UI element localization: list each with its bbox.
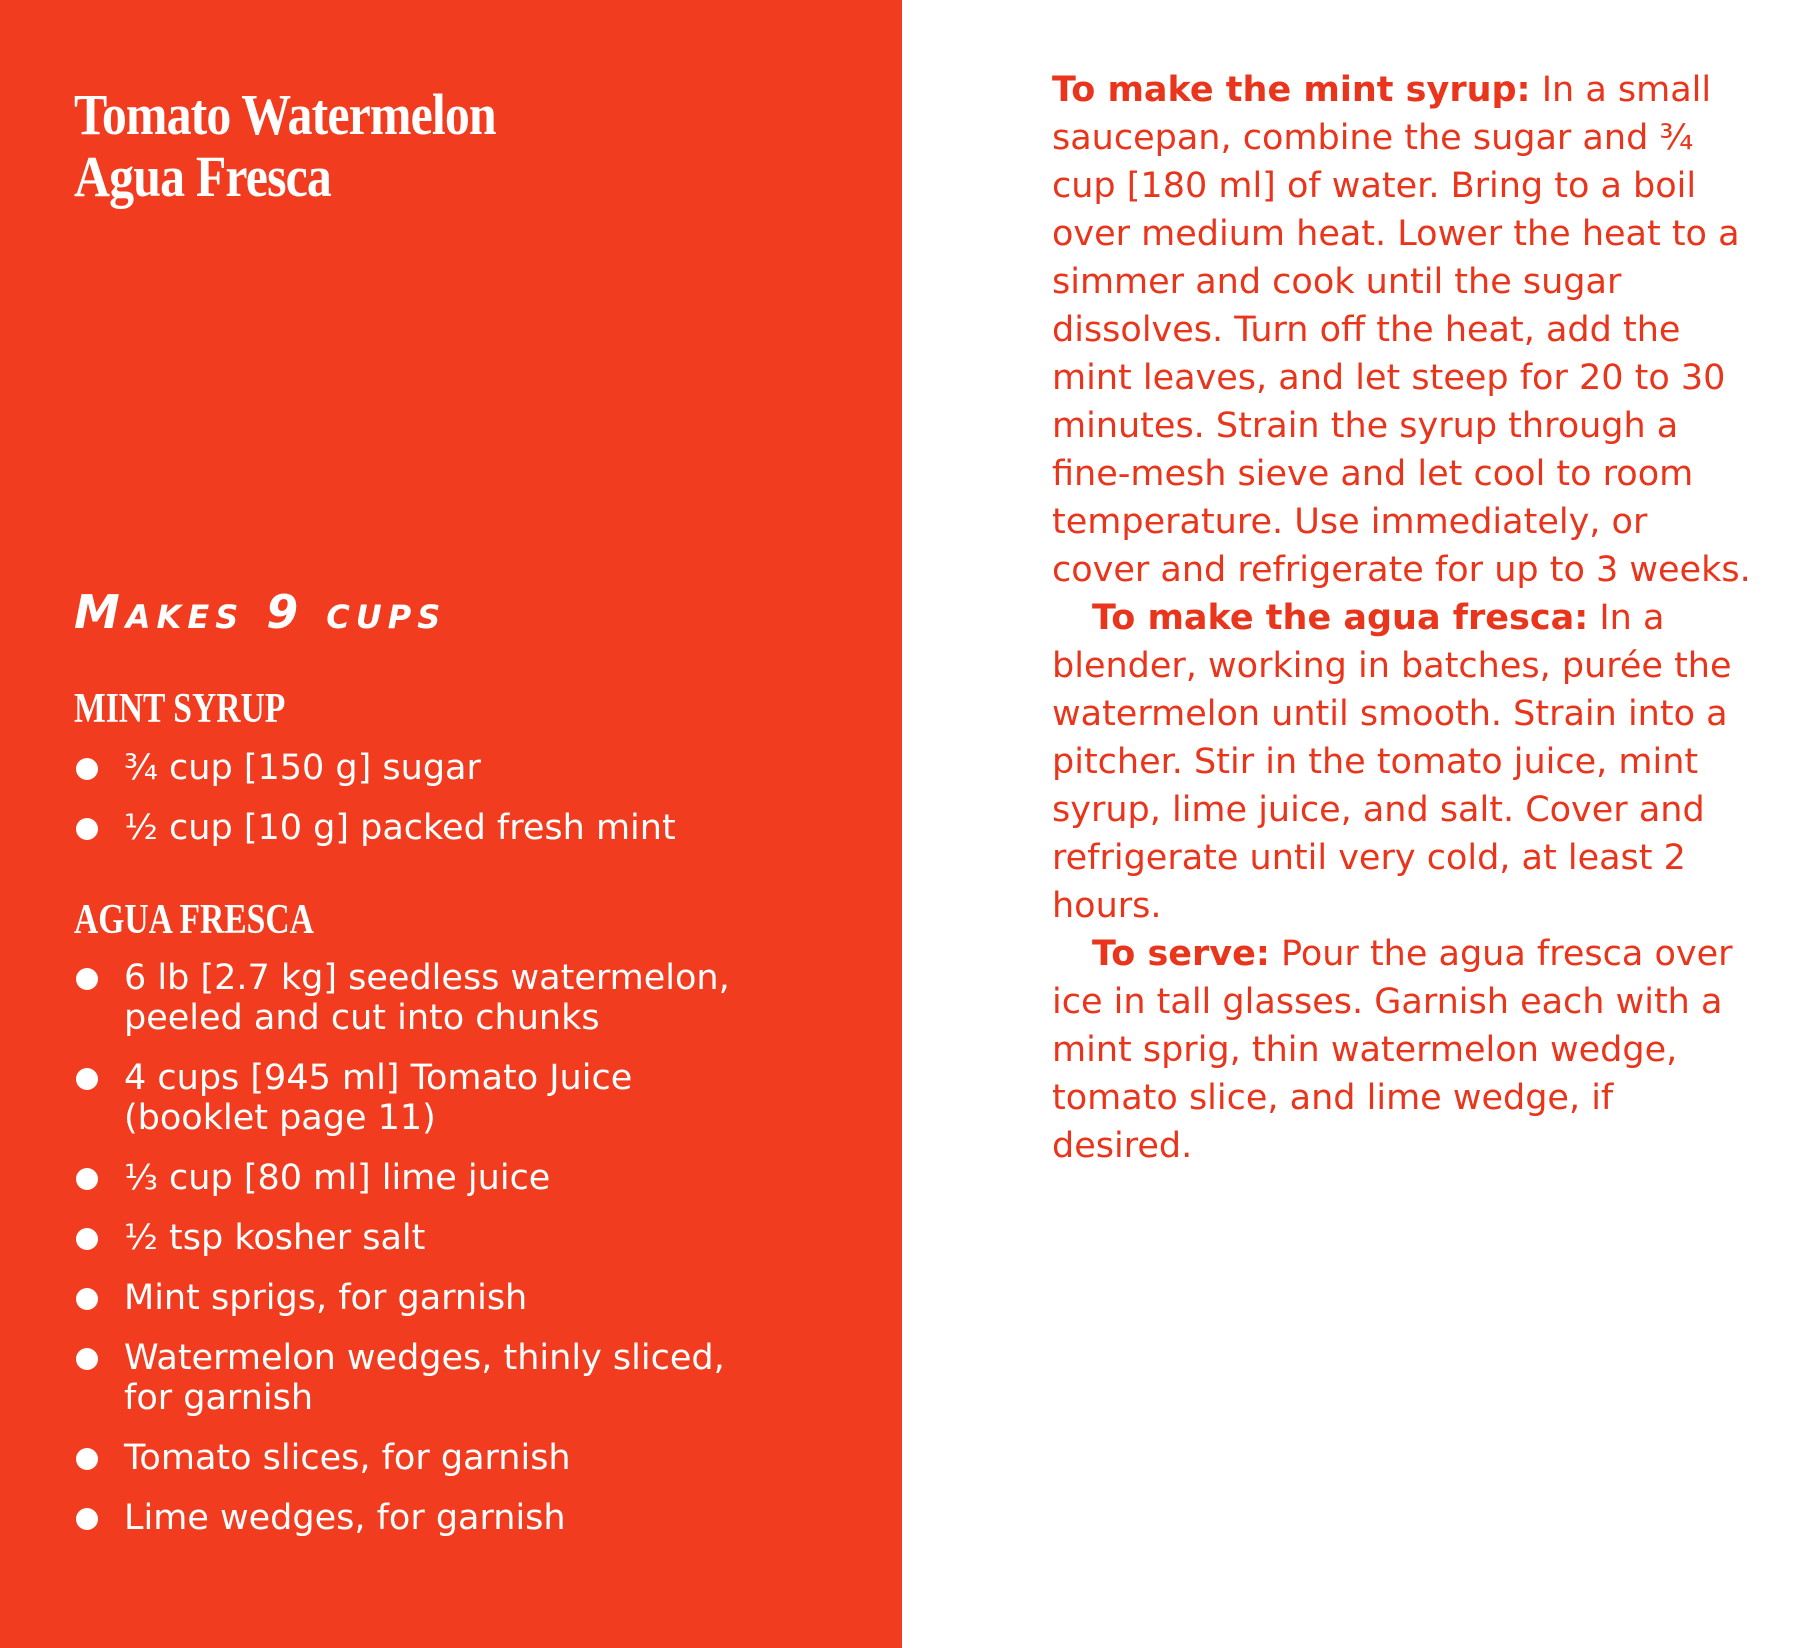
method-paragraph-agua-fresca — [1052, 594, 1752, 930]
mint-syrup-heading: MINT SYRUP — [74, 686, 286, 732]
method-instructions — [1052, 66, 1752, 1170]
ingredient-item — [74, 1278, 794, 1318]
method-step-lead: To make the agua fresca: — [1092, 598, 1589, 638]
recipe-title-line-2: Agua Fresca — [74, 144, 331, 209]
ingredient-text: ½ cup [10 g] packed fresh mint — [124, 808, 676, 848]
bullet-icon — [76, 1168, 98, 1190]
method-step-lead: To make the mint syrup: — [1052, 70, 1531, 110]
bullet-icon — [76, 758, 98, 780]
ingredient-text: ⅓ cup [80 ml] lime juice — [124, 1158, 551, 1198]
ingredient-text: Mint sprigs, for garnish — [124, 1278, 528, 1318]
ingredient-text: 6 lb [2.7 kg] seedless watermelon, peeled and cut into chunks — [124, 958, 730, 1038]
ingredient-item — [74, 808, 794, 848]
bullet-icon — [76, 818, 98, 840]
mint-syrup-ingredient-list — [74, 748, 794, 868]
ingredient-text: Watermelon wedges, thinly sliced, for garnish — [124, 1338, 725, 1418]
recipe-title-line-1: Tomato Watermelon — [74, 82, 496, 147]
ingredient-text: ¾ cup [150 g] sugar — [124, 748, 481, 788]
agua-fresca-heading: AGUA FRESCA — [74, 897, 314, 943]
ingredient-text: ½ tsp kosher salt — [124, 1218, 426, 1258]
agua-fresca-ingredient-list — [74, 958, 794, 1558]
ingredient-item — [74, 1498, 794, 1538]
method-step-text: Pour the agua fresca over ice in tall glasses. Garnish each with a mint sprig, thin watermelon wedge, tomato slice, and lime wedge, if desired. — [1052, 934, 1733, 1166]
ingredient-text: Lime wedges, for garnish — [124, 1498, 566, 1538]
ingredient-item — [74, 1158, 794, 1198]
bullet-icon — [76, 1288, 98, 1310]
method-step-text: In a blender, working in batches, purée the watermelon until smooth. Strain into a pitcher. Stir in the tomato juice, mint syrup, lime juice, and salt. Cover and refrigerate until very cold, at least 2 hours. — [1052, 598, 1732, 926]
bullet-icon — [76, 1068, 98, 1090]
method-step-text: In a small saucepan, combine the sugar and ¾ cup [180 ml] of water. Bring to a boil over medium heat. Lower the heat to a simmer and cook until the sugar dissolves. Turn off the heat, add the mint leaves, and let steep for 20 to 30 minutes. Strain the syrup through a fine-mesh sieve and let cool to room temperature. Use immediately, or cover and refrigerate for up to 3 weeks. — [1052, 70, 1751, 590]
bullet-icon — [76, 1228, 98, 1250]
ingredient-item — [74, 1438, 794, 1478]
ingredient-item — [74, 748, 794, 788]
ingredient-text: 4 cups [945 ml] Tomato Juice (booklet page 11) — [124, 1058, 633, 1138]
bullet-icon — [76, 1508, 98, 1530]
ingredient-item — [74, 1218, 794, 1258]
ingredient-item — [74, 1058, 794, 1138]
method-paragraph-mint-syrup — [1052, 66, 1752, 594]
ingredient-text: Tomato slices, for garnish — [124, 1438, 571, 1478]
bullet-icon — [76, 1448, 98, 1470]
bullet-icon — [76, 1348, 98, 1370]
method-step-lead: To serve: — [1092, 934, 1270, 974]
ingredient-item — [74, 958, 794, 1038]
bullet-icon — [76, 968, 98, 990]
recipe-title — [74, 84, 496, 208]
recipe-yield: Makes 9 cups — [74, 585, 447, 639]
ingredient-item — [74, 1338, 794, 1418]
method-paragraph-serve — [1052, 930, 1752, 1170]
